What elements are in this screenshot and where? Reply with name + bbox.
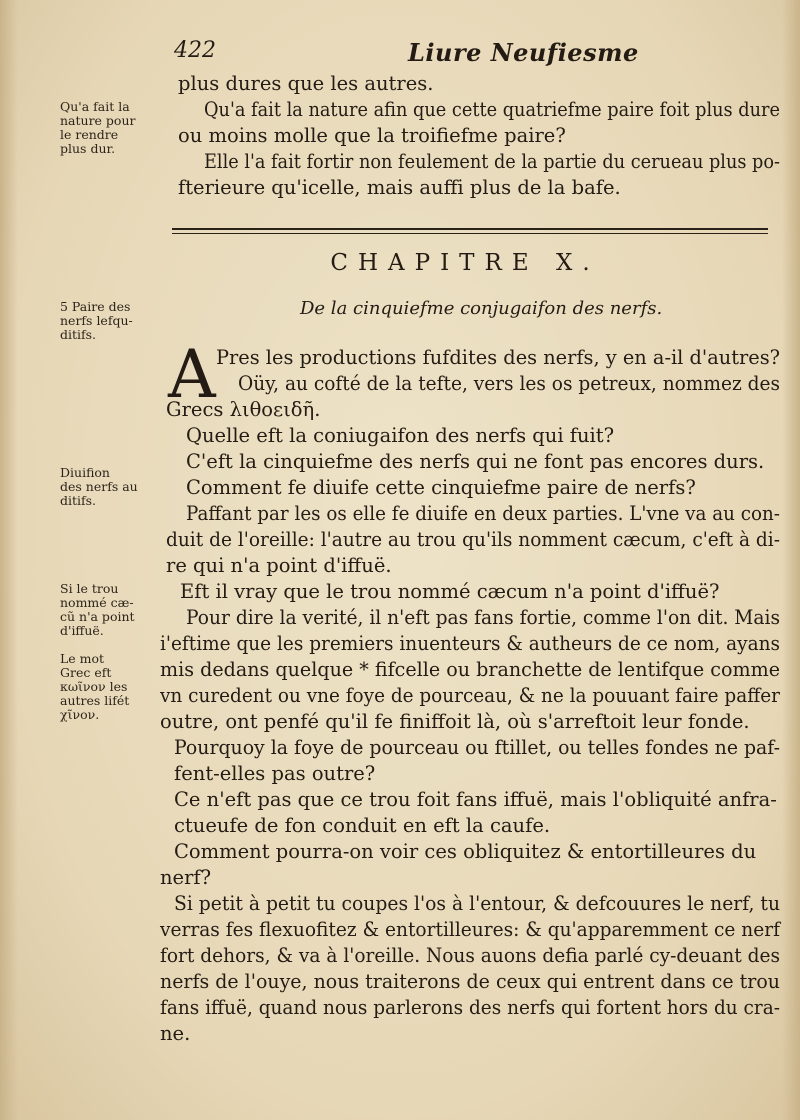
text-line: plus dures que les autres. (178, 72, 434, 95)
chapter-rule (172, 228, 768, 230)
text-line: vn curedent ou vne foye de pourceau, & ne la pouuant faire paffer (160, 684, 780, 707)
text-line: Comment fe diuife cette cinquiefme paire de nerfs? (186, 476, 696, 499)
text-line: Oüy, au cofté de la tefte, vers les os petreux, nommez des (238, 372, 780, 395)
text-line: nerf? (160, 866, 212, 889)
margin-note: Si le trou nommé cæ- cũ n'a point d'iffuë. (60, 581, 135, 638)
text-line: re qui n'a point d'iffuë. (166, 554, 392, 577)
text-line: Qu'a fait la nature afin que cette quatriefme paire foit plus dure (204, 98, 780, 121)
drop-capital: A (168, 336, 216, 413)
text-line: Si petit à petit tu coupes l'os à l'entour, & defcouures le nerf, tu (174, 892, 780, 915)
text-line: fans iffuë, quand nous parlerons des nerfs qui fortent hors du cra- (160, 996, 780, 1019)
text-line: verras fes flexuofitez & entortilleures: & qu'apparemment ce nerf (160, 918, 780, 941)
text-line: Comment pourra-on voir ces obliquitez & entortilleures du (174, 840, 757, 863)
text-line: Quelle eft la coniugaifon des nerfs qui fuit? (186, 424, 615, 447)
text-line: ctueufe de fon conduit en eft la caufe. (174, 814, 551, 837)
text-line: fort dehors, & va à l'oreille. Nous auons defia parlé cy-deuant des (160, 944, 780, 967)
text-line: Grecs λιθοειδῆ. (166, 398, 321, 421)
text-line: fterieure qu'icelle, mais auffi plus de la bafe. (178, 176, 621, 199)
page-header (170, 38, 770, 70)
margin-note: Le mot Grec eft κωῖνον les autres lifét χῖνον. (60, 651, 130, 722)
text-line: i'eftime que les premiers inuenteurs & autheurs de ce nom, ayans (160, 632, 780, 655)
page-number: 422 (174, 38, 216, 63)
text-line: ou moins molle que la troifiefme paire? (178, 124, 566, 147)
text-line: C'eft la cinquiefme des nerfs qui ne font pas encores durs. (186, 450, 765, 473)
page-edge-left (0, 0, 18, 1120)
text-line: Pourquoy la foye de pourceau ou ftillet, ou telles fondes ne paf- (174, 736, 780, 759)
text-line: nerfs de l'ouye, nous traiterons de ceux qui entrent dans ce trou (160, 970, 780, 993)
text-line: mis dedans quelque * fifcelle ou branchette de lentifque comme (160, 658, 780, 681)
page-edge-right (782, 0, 800, 1120)
text-line: ne. (160, 1022, 191, 1045)
margin-note: 5 Paire des nerfs lefqu- ditifs. (60, 299, 133, 342)
text-line: Pres les productions fufdites des nerfs, y en a-il d'autres? (216, 346, 780, 369)
chapter-title: CHAPITRE X. (330, 250, 600, 276)
margin-note: Qu'a fait la nature pour le rendre plus dur. (60, 99, 136, 156)
text-line: Ce n'eft pas que ce trou foit fans iffuë, mais l'obliquité anfra- (174, 788, 777, 811)
running-title: Liure Neufiesme (408, 38, 639, 67)
chapter-rule-thin (172, 233, 768, 234)
text-line: outre, ont penfé qu'il fe finiffoit là, où s'arreftoit leur fonde. (160, 710, 750, 733)
text-line: Eft il vray que le trou nommé cæcum n'a point d'iffuë? (180, 580, 720, 603)
text-line: Elle l'a fait fortir non feulement de la partie du cerueau plus po- (204, 150, 780, 173)
text-line: duit de l'oreille: l'autre au trou qu'ils nomment cæcum, c'eft à di- (166, 528, 780, 551)
text-line: Pour dire la verité, il n'eft pas fans fortie, comme l'on dit. Mais (186, 606, 780, 629)
chapter-subtitle: De la cinquiefme conjugaifon des nerfs. (300, 298, 663, 319)
margin-note: Diuifion des nerfs au ditifs. (60, 465, 138, 508)
text-line: fent-elles pas outre? (174, 762, 376, 785)
text-line: Paffant par les os elle fe diuife en deux parties. L'vne va au con- (186, 502, 780, 525)
